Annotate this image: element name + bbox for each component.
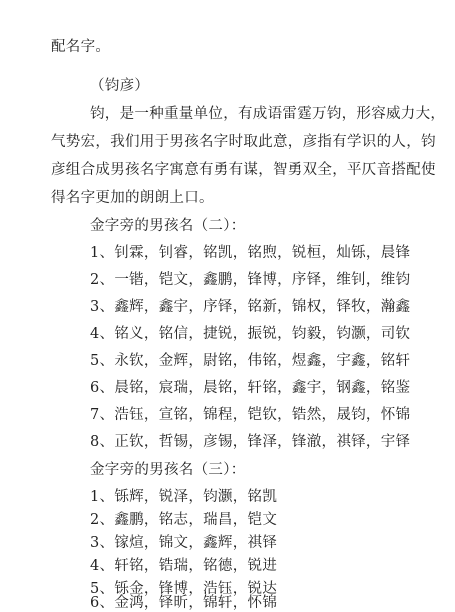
list-item: 2、鑫鹏，铭志，瑞昌，铠文	[90, 512, 278, 528]
list-item: 7、浩钰，宣铭，锦程，铠钦，锆然，晟钧，怀锦	[90, 407, 411, 423]
paragraph-line: 彦组合成男孩名字寓意有勇有谋，智勇双全，平仄音搭配使	[51, 162, 436, 178]
subtitle: （钧彦）	[90, 78, 150, 94]
paragraph-line: 钧，是一种重量单位，有成语雷霆万钧，形容威力大，	[90, 106, 446, 122]
paragraph-line: 得名字更加的朗朗上口。	[51, 190, 214, 206]
list-item: 4、轩铭，锆瑞，铭德，锐进	[90, 558, 278, 574]
list-item: 6、晨铭，宸瑞，晨铭，轩铭，鑫宇，钢鑫，铭鉴	[90, 380, 411, 396]
section-heading: 金字旁的男孩名（三）：	[90, 462, 246, 478]
list-item: 1、铄辉，锐泽，钧灏，铭凯	[90, 489, 278, 505]
list-item: 3、鑫辉，鑫宇，序铎，铭新，锦权，铎牧，瀚鑫	[90, 299, 411, 315]
list-item: 1、钊霖，钊睿，铭凯，铭煦，锐桓，灿铄，晨锋	[90, 245, 411, 261]
list-item: 4、铭义，铭信，捷锐，振锐，钧毅，钧灏，司钦	[90, 326, 411, 342]
list-item: 2、一锴，铠文，鑫鹏，锋博，序铎，维钊，维钧	[90, 272, 411, 288]
paragraph-line: 气势宏，我们用于男孩名字时取此意，彦指有学识的人，钧	[51, 134, 436, 150]
text-line: 配名字。	[51, 39, 111, 55]
list-item: 5、铄金，锋博，浩钰，锐达	[90, 581, 278, 597]
list-item: 6、金鸿，铎昕，锦轩，怀锦	[90, 595, 278, 611]
list-item: 8、正钦，哲锡，彦锡，锋泽，锋澈，祺铎，宇铎	[90, 434, 411, 450]
list-item: 3、镓煊，锦文，鑫辉，祺铎	[90, 535, 278, 551]
list-item: 5、永钦，金辉，尉铭，伟铭，煜鑫，宇鑫，铭轩	[90, 353, 411, 369]
section-heading: 金字旁的男孩名（二）：	[90, 218, 246, 234]
